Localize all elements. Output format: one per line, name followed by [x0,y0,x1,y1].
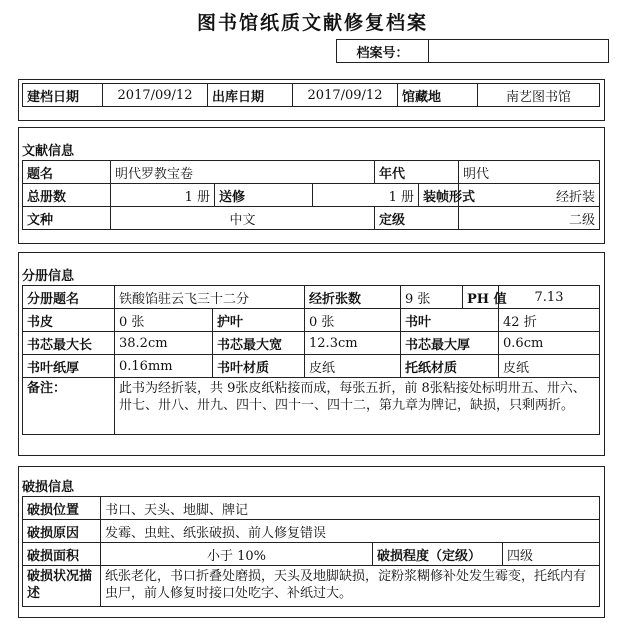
vol-title-label: 分册题名 [23,286,115,309]
era-value: 明代 [459,161,600,184]
binding-label: 装帧形式 [419,184,459,207]
out-date-label: 出库日期 [208,84,293,107]
degree-label: 破损程度（定级） [373,543,503,566]
paperthick-value: 0.16mm [115,355,213,378]
cause-label: 破损原因 [23,520,101,543]
archive-date-label: 建档日期 [23,84,103,107]
sent-label: 送修 [215,184,313,207]
damage-table [22,496,600,607]
note-value: 此书为经折装，共 9张皮纸粘接而成，每张五折，前 8张粘接处标明卅五、卅六、卅七、卅八、卅九、四十、四十一、四十二，第九章为牌记，缺损，只剩两折。 [115,378,600,435]
folds-label: 经折张数 [305,286,401,309]
pos-label: 破损位置 [23,497,101,520]
vol-info-table [22,285,600,435]
skin-value: 0 张 [115,309,213,332]
title-label: 题名 [23,161,111,184]
backing-value: 皮纸 [499,355,600,378]
grade-label: 定级 [375,207,459,230]
maxlen-label: 书芯最大长 [23,332,115,355]
ph-label: PH 值 [463,286,499,309]
pos-value: 书口、天头、地脚、牌记 [101,497,600,520]
leaf-label: 书叶 [401,309,499,332]
vol-info-heading: 分册信息 [22,269,75,284]
era-label: 年代 [375,161,459,184]
maxthick-label: 书芯最大厚 [401,332,499,355]
material-value: 皮纸 [305,355,401,378]
backing-label: 托纸材质 [401,355,499,378]
lang-value: 中文 [111,207,375,230]
ph-value: 7.13 [499,286,600,309]
page-title: 图书馆纸质文献修复档案 [196,12,428,34]
guard-value: 0 张 [305,309,401,332]
note-label: 备注： [23,378,115,435]
binding-value: 经折装 [459,184,600,207]
material-label: 书叶材质 [213,355,305,378]
collection-label: 馆藏地 [398,84,478,107]
total-label: 总册数 [23,184,111,207]
guard-label: 护叶 [213,309,305,332]
file-no-value[interactable] [429,40,609,63]
skin-label: 书皮 [23,309,115,332]
file-no-label: 档案号： [337,40,429,63]
doc-info-table [22,160,600,230]
file-no-table [336,39,609,63]
paperthick-label: 书叶纸厚 [23,355,115,378]
cause-value: 发霉、虫蛀、纸张破损、前人修复错误 [101,520,600,543]
maxthick-value: 0.6cm [499,332,600,355]
doc-info-heading: 文献信息 [22,144,75,159]
header-table [22,83,600,107]
damage-heading: 破损信息 [22,480,75,495]
vol-title-value: 铁酸馅驻云飞三十二分 [115,286,305,309]
degree-value: 四级 [503,543,600,566]
area-label: 破损面积 [23,543,101,566]
sent-value: 1 册 [313,184,419,207]
maxlen-value: 38.2cm [115,332,213,355]
folds-value: 9 张 [401,286,463,309]
leaf-value: 42 折 [499,309,600,332]
archive-date: 2017/09/12 [103,84,208,107]
maxwid-value: 12.3cm [305,332,401,355]
total-value: 1 册 [111,184,215,207]
grade-value: 二级 [459,207,600,230]
desc-label: 破损状况描述 [23,566,101,607]
desc-value: 纸张老化，书口折叠处磨损，天头及地脚缺损，淀粉浆糊修补处发生霉变，托纸内有虫尸，前人修复时接口处吃字、补纸过大。 [101,566,600,607]
area-value: 小于 10% [101,543,373,566]
out-date: 2017/09/12 [293,84,398,107]
maxwid-label: 书芯最大宽 [213,332,305,355]
title-value: 明代罗教宝卷 [111,161,375,184]
lang-label: 文种 [23,207,111,230]
collection: 南艺图书馆 [478,84,600,107]
